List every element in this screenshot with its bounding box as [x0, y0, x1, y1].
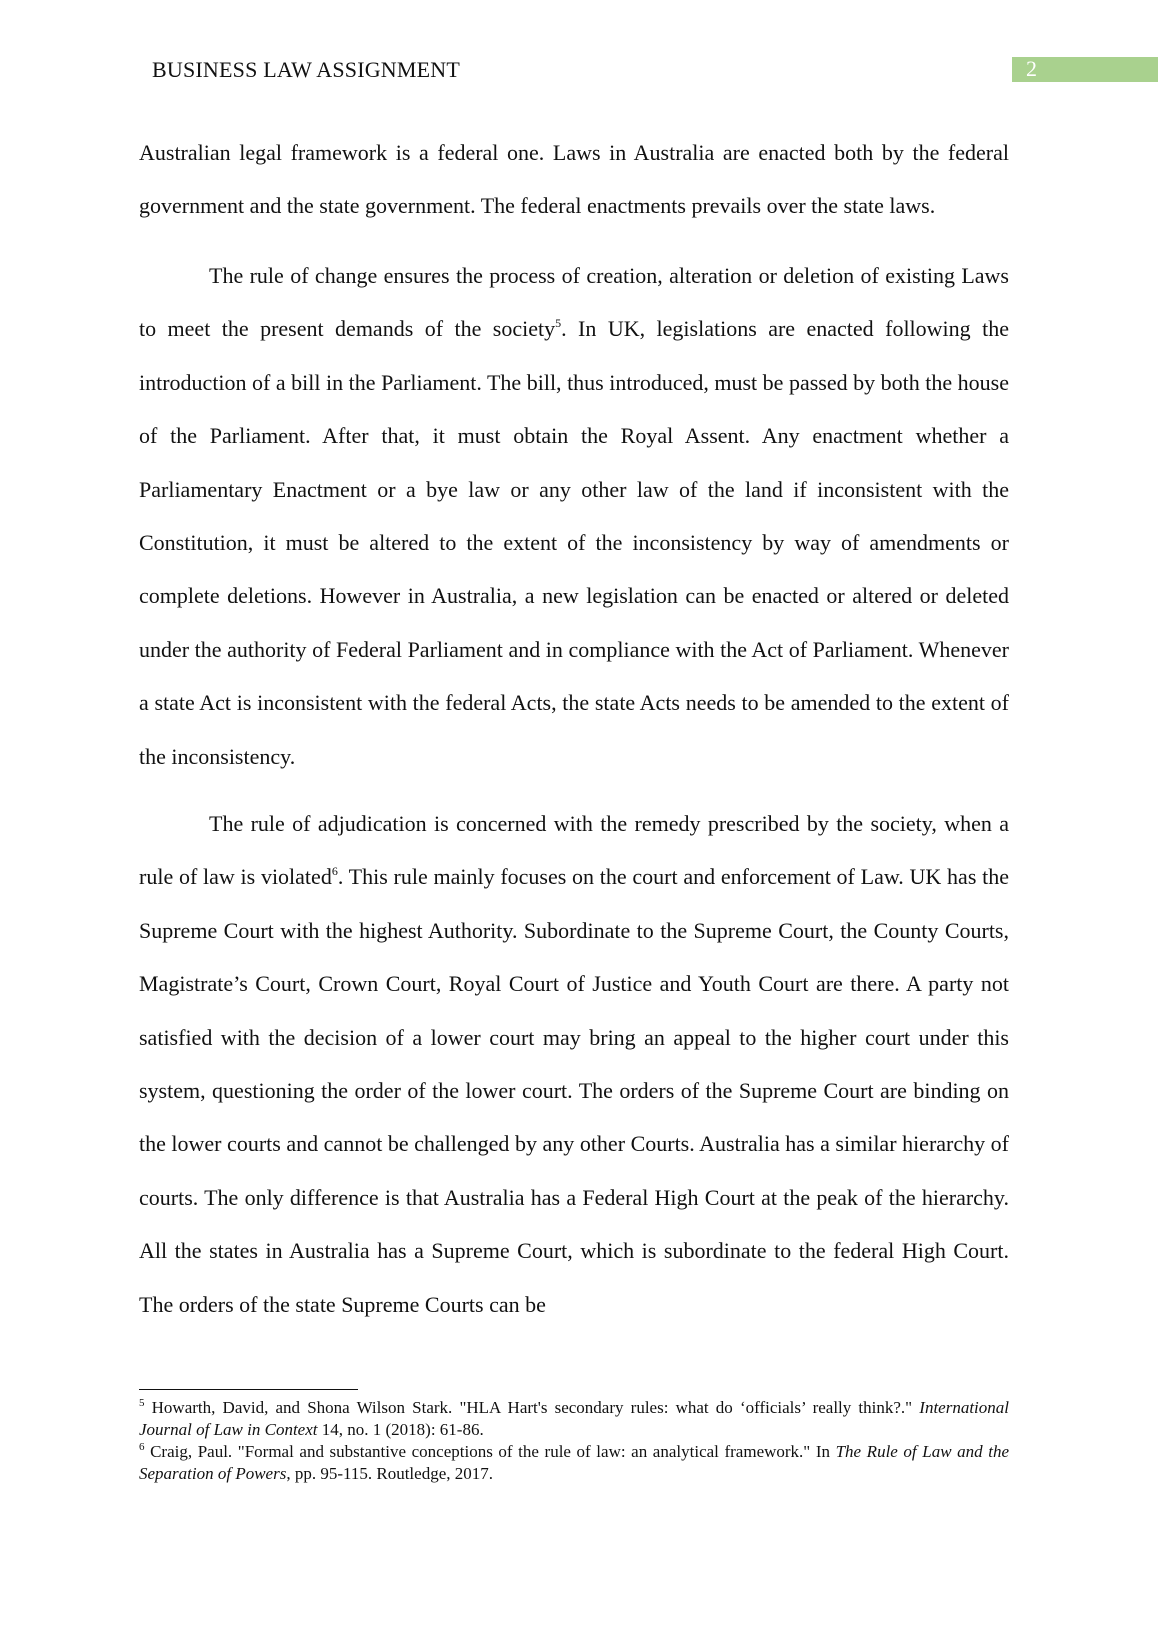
paragraph-text: . In UK, legislations are enacted following the introduction of a bill in the Parliament. The bill, thus introduced, must be passed by both the house of the Parliament. After that, it must obtain the Royal Assent. Any enactment whether a Parliamentary Enactment or a bye law or any other law of the land if inconsistent with the Constitution, it must be altered to the extent of the inconsistency by way of amendments or complete deletions. However in Australia, a new legislation can be enacted or altered or deleted under the authority of Federal Parliament and in compliance with the Act of Parliament. Whenever a state Act is inconsistent with the federal Acts, the state Acts needs to be amended to the extent of the inconsistency.	[139, 316, 1009, 769]
footnote-journal-title: International Journal of Law in Context	[139, 1398, 1009, 1439]
footnote-text: Howarth, David, and Shona Wilson Stark. "HLA Hart's secondary rules: what do ‘officials’ really think?."	[144, 1398, 920, 1417]
paragraph-text: The rule of adjudication is concerned with the remedy prescribed by the society, when a rule of law is violated	[139, 811, 1009, 890]
footnote-number: 6	[139, 1441, 145, 1453]
paragraph-rule-of-change	[139, 249, 1009, 783]
footnote-separator	[139, 1389, 358, 1390]
footnote-text: 14, no. 1 (2018): 61-86.	[317, 1420, 484, 1439]
footnote-5	[139, 1397, 1009, 1441]
footnote-reference[interactable]: 6	[331, 864, 338, 879]
paragraph-text: . This rule mainly focuses on the court and enforcement of Law. UK has the Supreme Court with the highest Authority. Subordinate to the Supreme Court, the County Courts, Magistrate’s Court, Crown Court, Royal Court of Justice and Youth Court are there. A party not satisfied with the decision of a lower court may bring an appeal to the higher court under this system, questioning the order of the lower court. The orders of the Supreme Court are binding on the lower courts and cannot be challenged by any other Courts. Australia has a similar hierarchy of courts. The only difference is that Australia has a Federal High Court at the peak of the hierarchy. All the states in Australia has a Supreme Court, which is subordinate to the federal High Court. The orders of the state Supreme Courts can be	[139, 864, 1010, 1317]
footnote-number: 5	[139, 1397, 145, 1409]
footnote-text: Craig, Paul. "Formal and substantive conceptions of the rule of law: an analytical framework." In	[144, 1442, 836, 1461]
paragraph-text: The rule of change ensures the process of creation, alteration or deletion of existing Laws to meet the present demands of the society	[139, 263, 1009, 342]
paragraph-rule-of-adjudication	[139, 797, 1009, 1331]
footnote-text: , pp. 95-115. Routledge, 2017.	[286, 1464, 493, 1483]
page-number: 2	[1026, 56, 1037, 81]
footnote-6	[139, 1441, 1009, 1485]
paragraph-legal-framework: Australian legal framework is a federal one. Laws in Australia are enacted both by the federal government and the state government. The federal enactments prevails over the state laws.	[139, 140, 1009, 219]
footnote-reference[interactable]: 5	[555, 316, 562, 331]
running-header-title: BUSINESS LAW ASSIGNMENT	[152, 57, 461, 82]
page-number-badge	[1012, 57, 1158, 82]
footnote-book-title: The Rule of Law and the Separation of Powers	[139, 1442, 1009, 1483]
